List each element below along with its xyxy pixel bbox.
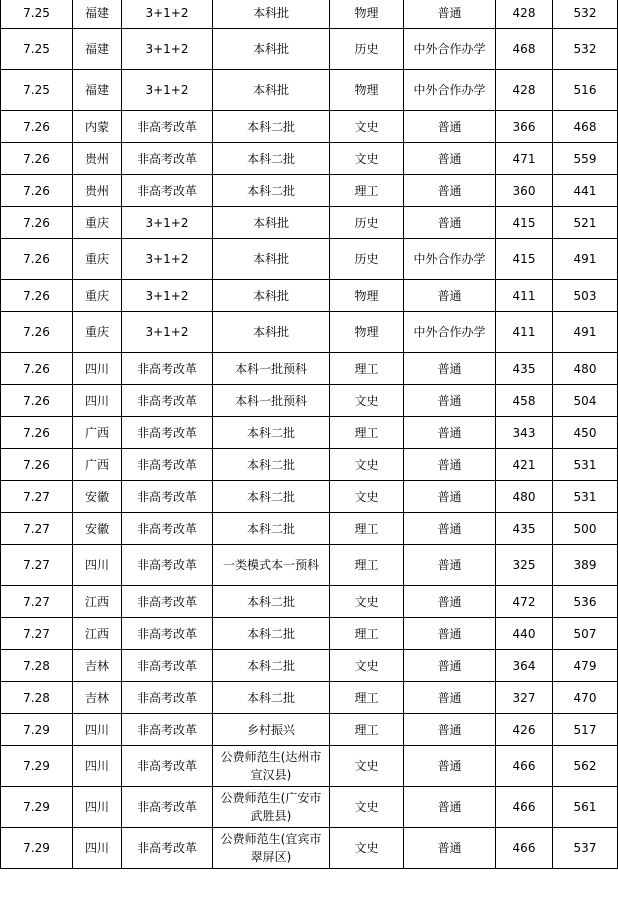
max-score-cell: 507 <box>553 618 618 650</box>
min-score-cell: 466 <box>496 828 553 869</box>
max-score-cell: 562 <box>553 746 618 787</box>
category-cell: 中外合作办学 <box>404 312 496 353</box>
min-score-cell: 440 <box>496 618 553 650</box>
exam-type-cell: 非高考改革 <box>122 175 213 207</box>
exam-type-cell: 非高考改革 <box>122 143 213 175</box>
table-row <box>1 175 618 207</box>
category-cell: 普通 <box>404 586 496 618</box>
subject-cell: 理工 <box>330 417 404 449</box>
min-score-cell: 415 <box>496 207 553 239</box>
category-cell: 普通 <box>404 481 496 513</box>
max-score-cell: 470 <box>553 682 618 714</box>
province-cell: 四川 <box>73 714 122 746</box>
province-cell: 江西 <box>73 618 122 650</box>
batch-cell: 本科批 <box>213 70 330 111</box>
table-row <box>1 449 618 481</box>
category-cell: 普通 <box>404 280 496 312</box>
table-row <box>1 29 618 70</box>
batch-cell: 乡村振兴 <box>213 714 330 746</box>
subject-cell: 理工 <box>330 618 404 650</box>
province-cell: 四川 <box>73 746 122 787</box>
date-cell: 7.27 <box>1 586 73 618</box>
max-score-cell: 504 <box>553 385 618 417</box>
max-score-cell: 450 <box>553 417 618 449</box>
max-score-cell: 532 <box>553 29 618 70</box>
date-cell: 7.29 <box>1 787 73 828</box>
table-row <box>1 481 618 513</box>
province-cell: 重庆 <box>73 207 122 239</box>
table-row <box>1 714 618 746</box>
table-row <box>1 545 618 586</box>
min-score-cell: 466 <box>496 787 553 828</box>
min-score-cell: 466 <box>496 746 553 787</box>
batch-cell: 本科批 <box>213 0 330 29</box>
subject-cell: 文史 <box>330 787 404 828</box>
min-score-cell: 411 <box>496 280 553 312</box>
table-row <box>1 143 618 175</box>
exam-type-cell: 3+1+2 <box>122 29 213 70</box>
category-cell: 普通 <box>404 545 496 586</box>
province-cell: 重庆 <box>73 239 122 280</box>
exam-type-cell: 非高考改革 <box>122 513 213 545</box>
date-cell: 7.29 <box>1 714 73 746</box>
category-cell: 普通 <box>404 650 496 682</box>
subject-cell: 历史 <box>330 207 404 239</box>
date-cell: 7.26 <box>1 239 73 280</box>
date-cell: 7.29 <box>1 746 73 787</box>
min-score-cell: 428 <box>496 70 553 111</box>
max-score-cell: 559 <box>553 143 618 175</box>
batch-cell: 公费师范生(广安市武胜县) <box>213 787 330 828</box>
category-cell: 普通 <box>404 175 496 207</box>
date-cell: 7.26 <box>1 312 73 353</box>
max-score-cell: 503 <box>553 280 618 312</box>
min-score-cell: 435 <box>496 353 553 385</box>
province-cell: 四川 <box>73 545 122 586</box>
batch-cell: 本科一批预科 <box>213 385 330 417</box>
batch-cell: 公费师范生(达州市宣汉县) <box>213 746 330 787</box>
province-cell: 贵州 <box>73 143 122 175</box>
date-cell: 7.26 <box>1 417 73 449</box>
subject-cell: 文史 <box>330 481 404 513</box>
province-cell: 安徽 <box>73 481 122 513</box>
subject-cell: 文史 <box>330 650 404 682</box>
min-score-cell: 366 <box>496 111 553 143</box>
date-cell: 7.28 <box>1 650 73 682</box>
min-score-cell: 458 <box>496 385 553 417</box>
date-cell: 7.26 <box>1 143 73 175</box>
date-cell: 7.26 <box>1 207 73 239</box>
table-row <box>1 746 618 787</box>
subject-cell: 文史 <box>330 143 404 175</box>
province-cell: 安徽 <box>73 513 122 545</box>
min-score-cell: 364 <box>496 650 553 682</box>
province-cell: 贵州 <box>73 175 122 207</box>
min-score-cell: 421 <box>496 449 553 481</box>
min-score-cell: 327 <box>496 682 553 714</box>
max-score-cell: 491 <box>553 239 618 280</box>
min-score-cell: 472 <box>496 586 553 618</box>
exam-type-cell: 非高考改革 <box>122 618 213 650</box>
exam-type-cell: 3+1+2 <box>122 239 213 280</box>
subject-cell: 理工 <box>330 175 404 207</box>
category-cell: 普通 <box>404 0 496 29</box>
category-cell: 普通 <box>404 449 496 481</box>
date-cell: 7.26 <box>1 111 73 143</box>
date-cell: 7.27 <box>1 513 73 545</box>
exam-type-cell: 3+1+2 <box>122 70 213 111</box>
min-score-cell: 411 <box>496 312 553 353</box>
subject-cell: 文史 <box>330 586 404 618</box>
province-cell: 福建 <box>73 70 122 111</box>
category-cell: 中外合作办学 <box>404 29 496 70</box>
table-row <box>1 385 618 417</box>
province-cell: 福建 <box>73 29 122 70</box>
date-cell: 7.25 <box>1 0 73 29</box>
batch-cell: 本科二批 <box>213 143 330 175</box>
date-cell: 7.26 <box>1 280 73 312</box>
date-cell: 7.27 <box>1 481 73 513</box>
max-score-cell: 491 <box>553 312 618 353</box>
province-cell: 四川 <box>73 787 122 828</box>
batch-cell: 本科二批 <box>213 586 330 618</box>
table-row <box>1 417 618 449</box>
province-cell: 吉林 <box>73 650 122 682</box>
min-score-cell: 343 <box>496 417 553 449</box>
date-cell: 7.27 <box>1 545 73 586</box>
subject-cell: 文史 <box>330 828 404 869</box>
exam-type-cell: 3+1+2 <box>122 0 213 29</box>
subject-cell: 历史 <box>330 29 404 70</box>
min-score-cell: 480 <box>496 481 553 513</box>
table-row <box>1 618 618 650</box>
table-body <box>1 0 618 869</box>
exam-type-cell: 非高考改革 <box>122 545 213 586</box>
table-row <box>1 312 618 353</box>
date-cell: 7.29 <box>1 828 73 869</box>
table-row <box>1 70 618 111</box>
batch-cell: 本科批 <box>213 239 330 280</box>
subject-cell: 物理 <box>330 0 404 29</box>
max-score-cell: 521 <box>553 207 618 239</box>
category-cell: 普通 <box>404 513 496 545</box>
min-score-cell: 325 <box>496 545 553 586</box>
max-score-cell: 531 <box>553 481 618 513</box>
max-score-cell: 561 <box>553 787 618 828</box>
table-row <box>1 0 618 29</box>
batch-cell: 本科二批 <box>213 481 330 513</box>
table-row <box>1 513 618 545</box>
date-cell: 7.26 <box>1 449 73 481</box>
batch-cell: 本科二批 <box>213 449 330 481</box>
max-score-cell: 389 <box>553 545 618 586</box>
subject-cell: 理工 <box>330 545 404 586</box>
category-cell: 普通 <box>404 787 496 828</box>
batch-cell: 本科二批 <box>213 111 330 143</box>
category-cell: 普通 <box>404 828 496 869</box>
date-cell: 7.26 <box>1 385 73 417</box>
category-cell: 普通 <box>404 417 496 449</box>
exam-type-cell: 非高考改革 <box>122 682 213 714</box>
subject-cell: 理工 <box>330 353 404 385</box>
date-cell: 7.27 <box>1 618 73 650</box>
min-score-cell: 426 <box>496 714 553 746</box>
subject-cell: 历史 <box>330 239 404 280</box>
province-cell: 重庆 <box>73 280 122 312</box>
exam-type-cell: 3+1+2 <box>122 207 213 239</box>
min-score-cell: 435 <box>496 513 553 545</box>
province-cell: 江西 <box>73 586 122 618</box>
category-cell: 普通 <box>404 207 496 239</box>
batch-cell: 本科批 <box>213 312 330 353</box>
date-cell: 7.26 <box>1 353 73 385</box>
batch-cell: 本科批 <box>213 29 330 70</box>
subject-cell: 物理 <box>330 280 404 312</box>
date-cell: 7.28 <box>1 682 73 714</box>
exam-type-cell: 非高考改革 <box>122 417 213 449</box>
min-score-cell: 471 <box>496 143 553 175</box>
category-cell: 中外合作办学 <box>404 239 496 280</box>
min-score-cell: 415 <box>496 239 553 280</box>
category-cell: 普通 <box>404 618 496 650</box>
batch-cell: 本科批 <box>213 280 330 312</box>
max-score-cell: 531 <box>553 449 618 481</box>
exam-type-cell: 非高考改革 <box>122 714 213 746</box>
province-cell: 广西 <box>73 417 122 449</box>
exam-type-cell: 非高考改革 <box>122 828 213 869</box>
subject-cell: 文史 <box>330 385 404 417</box>
category-cell: 普通 <box>404 746 496 787</box>
table-row <box>1 207 618 239</box>
exam-type-cell: 非高考改革 <box>122 586 213 618</box>
subject-cell: 物理 <box>330 312 404 353</box>
province-cell: 四川 <box>73 828 122 869</box>
table-row <box>1 353 618 385</box>
min-score-cell: 428 <box>496 0 553 29</box>
max-score-cell: 468 <box>553 111 618 143</box>
table-row <box>1 682 618 714</box>
table-row <box>1 239 618 280</box>
table-row <box>1 828 618 869</box>
exam-type-cell: 非高考改革 <box>122 481 213 513</box>
exam-type-cell: 3+1+2 <box>122 280 213 312</box>
category-cell: 普通 <box>404 682 496 714</box>
category-cell: 普通 <box>404 385 496 417</box>
max-score-cell: 441 <box>553 175 618 207</box>
max-score-cell: 532 <box>553 0 618 29</box>
exam-type-cell: 非高考改革 <box>122 787 213 828</box>
subject-cell: 文史 <box>330 111 404 143</box>
table-row <box>1 111 618 143</box>
date-cell: 7.26 <box>1 175 73 207</box>
subject-cell: 理工 <box>330 513 404 545</box>
exam-type-cell: 3+1+2 <box>122 312 213 353</box>
date-cell: 7.25 <box>1 70 73 111</box>
exam-type-cell: 非高考改革 <box>122 449 213 481</box>
table-row <box>1 787 618 828</box>
table-row <box>1 586 618 618</box>
min-score-cell: 360 <box>496 175 553 207</box>
province-cell: 内蒙 <box>73 111 122 143</box>
batch-cell: 本科二批 <box>213 417 330 449</box>
province-cell: 四川 <box>73 353 122 385</box>
batch-cell: 本科二批 <box>213 618 330 650</box>
max-score-cell: 479 <box>553 650 618 682</box>
batch-cell: 本科二批 <box>213 175 330 207</box>
province-cell: 福建 <box>73 0 122 29</box>
exam-type-cell: 非高考改革 <box>122 111 213 143</box>
batch-cell: 本科一批预科 <box>213 353 330 385</box>
province-cell: 四川 <box>73 385 122 417</box>
category-cell: 普通 <box>404 111 496 143</box>
batch-cell: 本科二批 <box>213 650 330 682</box>
min-score-cell: 468 <box>496 29 553 70</box>
max-score-cell: 500 <box>553 513 618 545</box>
batch-cell: 本科批 <box>213 207 330 239</box>
max-score-cell: 480 <box>553 353 618 385</box>
subject-cell: 物理 <box>330 70 404 111</box>
batch-cell: 本科二批 <box>213 682 330 714</box>
max-score-cell: 516 <box>553 70 618 111</box>
table-row <box>1 280 618 312</box>
subject-cell: 理工 <box>330 714 404 746</box>
date-cell: 7.25 <box>1 29 73 70</box>
category-cell: 中外合作办学 <box>404 70 496 111</box>
exam-type-cell: 非高考改革 <box>122 353 213 385</box>
category-cell: 普通 <box>404 714 496 746</box>
province-cell: 重庆 <box>73 312 122 353</box>
category-cell: 普通 <box>404 353 496 385</box>
batch-cell: 一类模式本一预科 <box>213 545 330 586</box>
exam-type-cell: 非高考改革 <box>122 650 213 682</box>
batch-cell: 公费师范生(宜宾市翠屏区) <box>213 828 330 869</box>
max-score-cell: 536 <box>553 586 618 618</box>
province-cell: 广西 <box>73 449 122 481</box>
batch-cell: 本科二批 <box>213 513 330 545</box>
subject-cell: 文史 <box>330 449 404 481</box>
category-cell: 普通 <box>404 143 496 175</box>
exam-type-cell: 非高考改革 <box>122 746 213 787</box>
subject-cell: 理工 <box>330 682 404 714</box>
table-row <box>1 650 618 682</box>
province-cell: 吉林 <box>73 682 122 714</box>
max-score-cell: 517 <box>553 714 618 746</box>
exam-type-cell: 非高考改革 <box>122 385 213 417</box>
subject-cell: 文史 <box>330 746 404 787</box>
max-score-cell: 537 <box>553 828 618 869</box>
